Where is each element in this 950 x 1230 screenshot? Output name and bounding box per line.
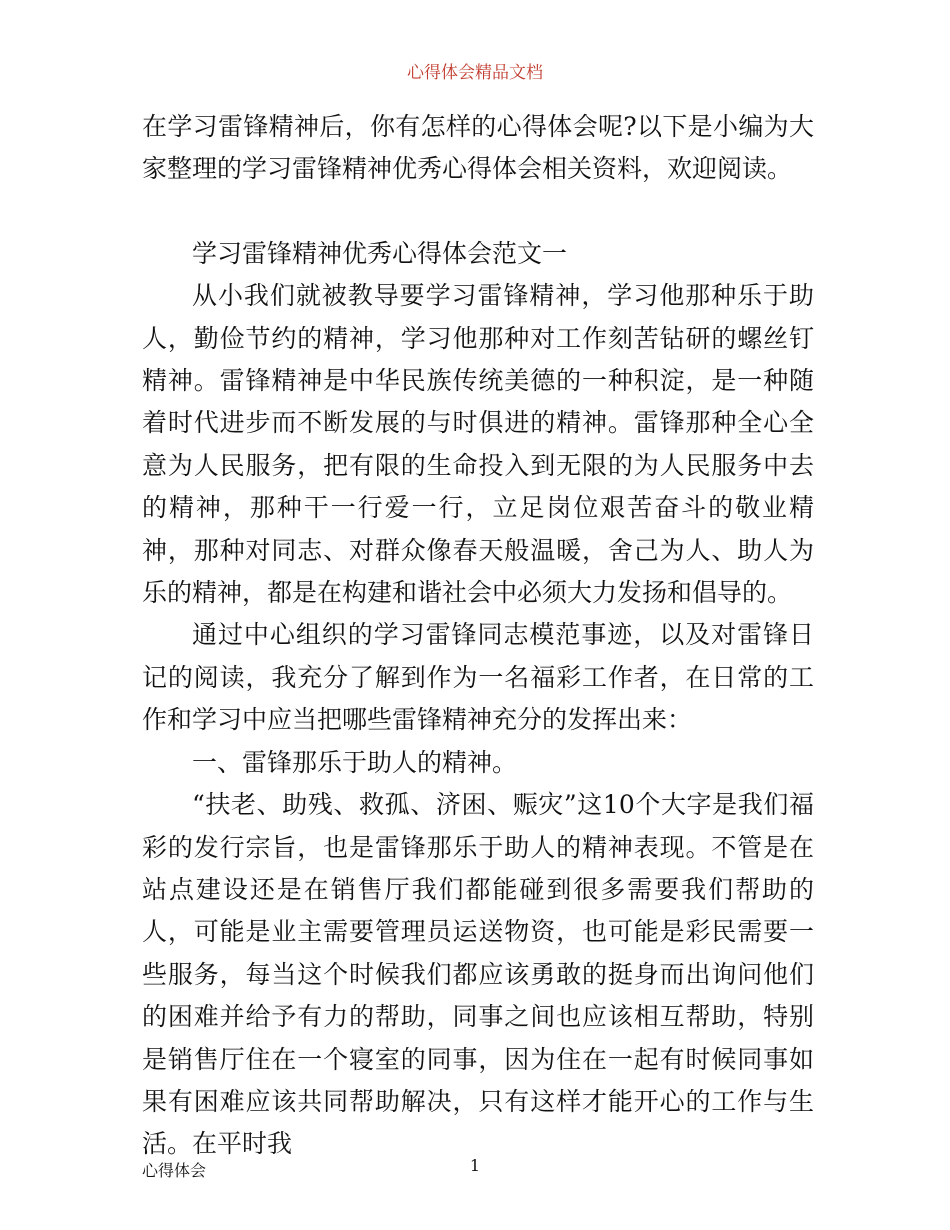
document-body bbox=[142, 106, 814, 1166]
footer-label: 心得体会 bbox=[142, 1161, 207, 1180]
page-header-title: 心得体会精品文档 bbox=[407, 63, 543, 83]
body-paragraph-2: 通过中心组织的学习雷锋同志模范事迹，以及对雷锋日记的阅读，我充分了解到作为一名福彩工作者，在日常的工作和学习中应当把哪些雷锋精神充分的发挥出来： bbox=[142, 620, 814, 735]
body-paragraph-1: 从小我们就被教导要学习雷锋精神，学习他那种乐于助人，勤俭节约的精神，学习他那种对工作刻苦钻研的螺丝钉精神。雷锋精神是中华民族传统美德的一种积淀，是一种随着时代进步而不断发展的与时俱进的精神。雷锋那种全心全意为人民服务，把有限的生命投入到无限的为人民服务中去的精神，那种干一行爱一行，立足岗位艰苦奋斗的敬业精神，那种对同志、对群众像春天般温暖，舍己为人、助人为乐的精神，都是在构建和谐社会中必须大力发扬和倡导的。 bbox=[142, 281, 814, 608]
paragraph-spacer bbox=[142, 191, 814, 233]
body-paragraph-3: 一、雷锋那乐于助人的精神。 bbox=[192, 747, 518, 777]
intro-paragraph: 在学习雷锋精神后，你有怎样的心得体会呢?以下是小编为大家整理的学习雷锋精神优秀心得体会相关资料，欢迎阅读。 bbox=[142, 112, 814, 184]
section-title: 学习雷锋精神优秀心得体会范文一 bbox=[192, 238, 568, 268]
body-paragraph-4: “扶老、助残、救孤、济困、赈灾”这10个大字是我们福彩的发行宗旨，也是雷锋那乐于助人的精神表现。不管是在站点建设还是在销售厅我们都能碰到很多需要我们帮助的人，可能是业主需要管理员运送物资，也可能是彩民需要一些服务，每当这个时候我们都应该勇敢的挺身而出询问他们的困难并给予有力的帮助，同事之间也应该相互帮助，特别是销售厅住在一个寝室的同事，因为住在一起有时候同事如果有困难应该共同帮助解决，只有这样才能开心的工作与生活。在平时我 bbox=[142, 790, 814, 1159]
page-number: 1 bbox=[469, 1156, 481, 1175]
